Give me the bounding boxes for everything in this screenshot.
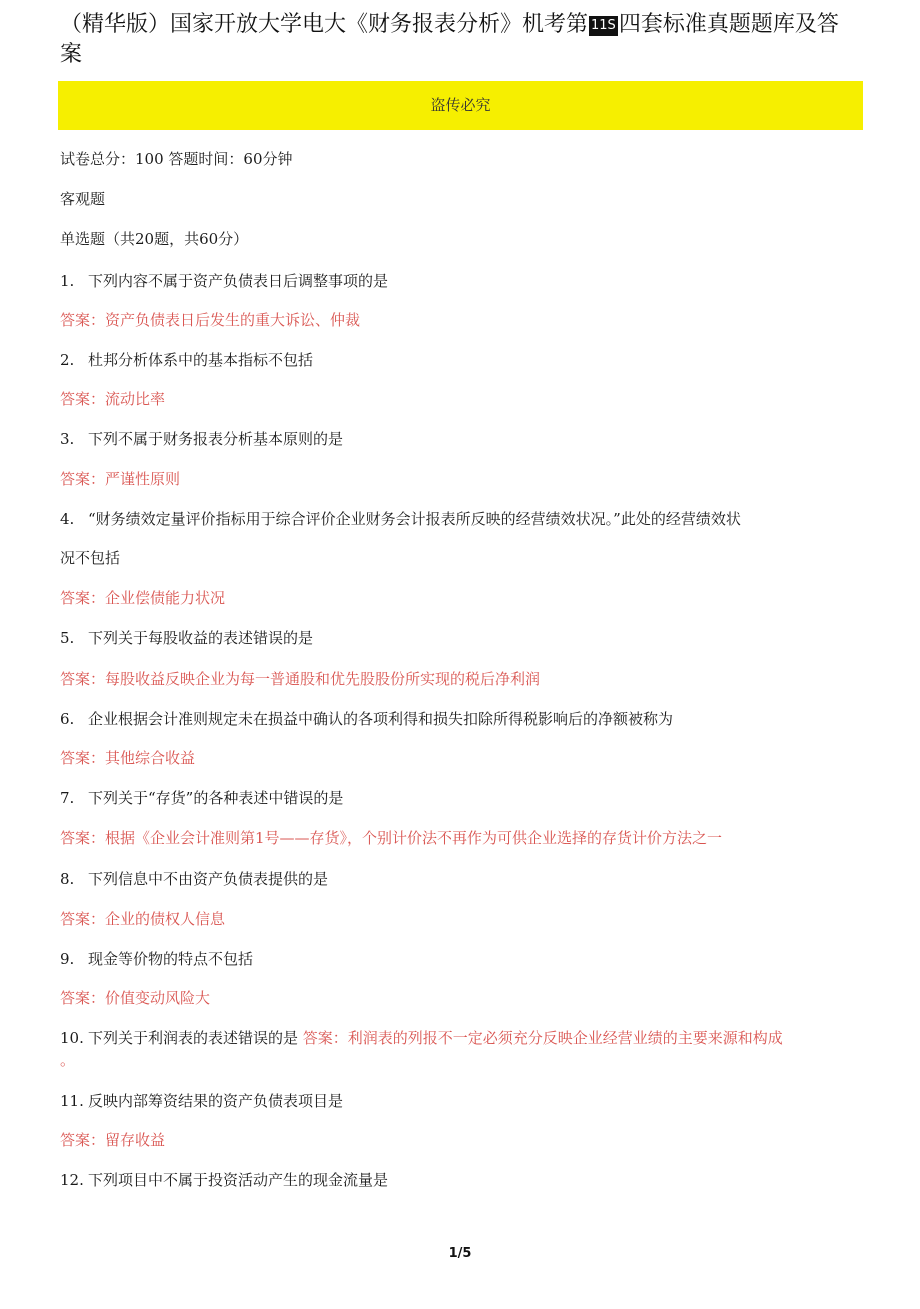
question-number: 8. (60, 870, 75, 888)
question-text: 下列关于每股收益的表述错误的是 (88, 629, 314, 647)
question-4 (60, 509, 865, 529)
question-6 (60, 709, 865, 729)
question-10 (60, 1028, 865, 1048)
watermark-banner (58, 81, 863, 130)
question-number: 5. (60, 629, 75, 647)
answer-5: 答案：每股收益反映企业为每一普通股和优先股股份所实现的税后净利润 (60, 670, 541, 688)
title-text-part1: （精华版）国家开放大学电大《财务报表分析》机考第 (60, 12, 589, 37)
question-text: 下列关于“存货”的各种表述中错误的是 (88, 789, 344, 807)
question-number: 1. (60, 272, 75, 290)
question-12 (60, 1170, 865, 1190)
question-text: “财务绩效定量评价指标用于综合评价企业财务会计报表所反映的经营绩效状况。”此处的经营绩效状 (88, 510, 741, 528)
question-text: 下列不属于财务报表分析基本原则的是 (88, 430, 344, 448)
title-text-part3: 案 (60, 42, 83, 67)
banner-text: 盗传必究 (430, 96, 491, 114)
question-5 (60, 628, 865, 648)
question-11 (60, 1091, 865, 1111)
document-title (60, 10, 860, 70)
question-text: 下列信息中不由资产负债表提供的是 (88, 870, 329, 888)
question-number: 9. (60, 950, 75, 968)
page-number: 1/5 (448, 1246, 472, 1261)
question-text: 现金等价物的特点不包括 (88, 950, 254, 968)
question-1 (60, 271, 865, 291)
question-text: 反映内部筹资结果的资产负债表项目是 (88, 1092, 344, 1110)
question-number: 11. (60, 1092, 84, 1110)
question-number: 3. (60, 430, 75, 448)
answer-11: 答案：留存收益 (60, 1131, 166, 1149)
section-objective: 客观题 (60, 190, 106, 208)
answer-8: 答案：企业的债权人信息 (60, 910, 226, 928)
answer-10: 答案：利润表的列报不一定必须充分反映企业经营业绩的主要来源和构成 (302, 1029, 783, 1047)
answer-10-continued: 。 (60, 1051, 76, 1069)
answer-9: 答案：价值变动风险大 (60, 989, 211, 1007)
exam-info: 试卷总分：100 答题时间：60分钟 (60, 150, 293, 168)
question-text: 杜邦分析体系中的基本指标不包括 (88, 351, 314, 369)
answer-7: 答案：根据《企业会计准则第1号——存货》，个别计价法不再作为可供企业选择的存货计价方法之一 (60, 829, 723, 847)
question-text: 下列内容不属于资产负债表日后调整事项的是 (88, 272, 389, 290)
answer-2: 答案：流动比率 (60, 390, 166, 408)
question-4-continued: 况不包括 (60, 549, 121, 567)
question-3 (60, 429, 865, 449)
question-text: 下列项目中不属于投资活动产生的现金流量是 (88, 1171, 389, 1189)
title-badge: 11S (589, 16, 618, 36)
question-number: 12. (60, 1171, 84, 1189)
question-2 (60, 350, 865, 370)
answer-1: 答案：资产负债表日后发生的重大诉讼、仲裁 (60, 311, 361, 329)
section-single-choice: 单选题（共20题，共60分） (60, 230, 249, 248)
question-number: 2. (60, 351, 75, 369)
question-9 (60, 949, 865, 969)
question-text: 企业根据会计准则规定未在损益中确认的各项利得和损失扣除所得税影响后的净额被称为 (88, 710, 674, 728)
question-7 (60, 788, 865, 808)
answer-6: 答案：其他综合收益 (60, 749, 196, 767)
answer-4: 答案：企业偿债能力状况 (60, 589, 226, 607)
question-number: 4. (60, 510, 75, 528)
title-text-part2: 四套标准真题题库及答 (618, 12, 839, 37)
question-number: 7. (60, 789, 75, 807)
answer-3: 答案：严谨性原则 (60, 470, 181, 488)
question-text: 下列关于利润表的表述错误的是 (88, 1029, 299, 1047)
question-number: 6. (60, 710, 75, 728)
question-number: 10. (60, 1029, 84, 1047)
question-8 (60, 869, 865, 889)
